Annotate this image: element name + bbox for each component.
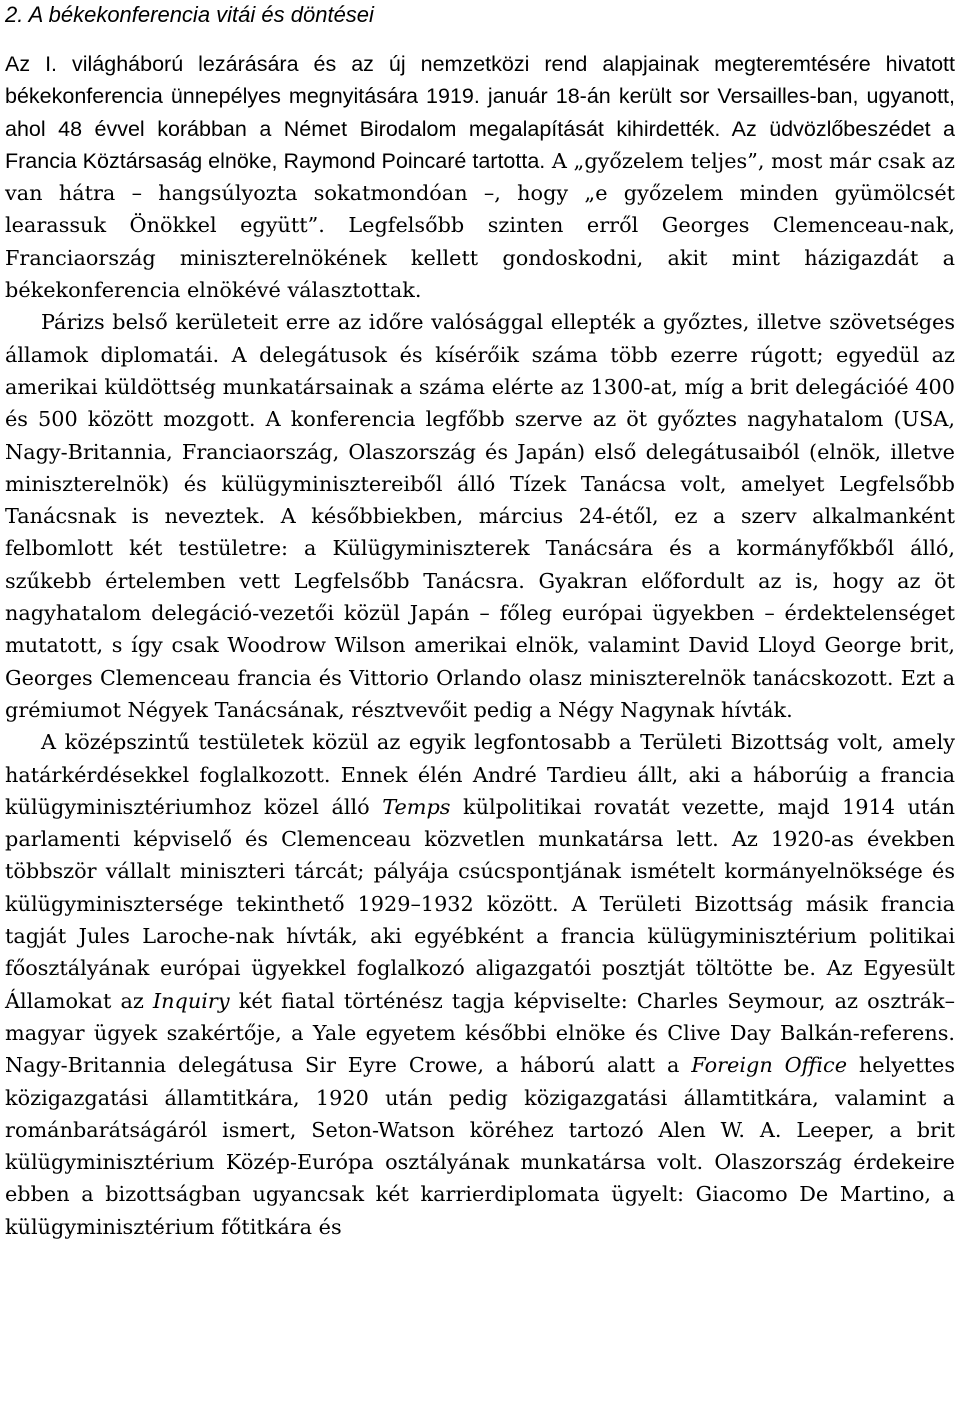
paragraph-3	[5, 726, 955, 1243]
document-page	[5, 0, 955, 1243]
chapter-header: 2. A békekonferencia vitái és döntései	[5, 2, 374, 27]
temps-title: Temps	[382, 794, 451, 819]
paragraph-1	[5, 48, 955, 306]
paragraph-3-part-a: A középszintű testületek közül az egyik legfontosabb a Területi Bizottság volt, amely határkérdésekkel foglalkozott. Ennek élén André Tardieu állt, aki a háborúig a francia külügyminisztériumhoz közel álló	[5, 730, 955, 819]
paragraph-1-serif-text: A „győzelem teljes”, most már csak az van hátra – hangsúlyozta sokatmondóan –, hogy „e győzelem minden gyümölcsét learassuk Önökkel együtt”. Legfelsőbb szinten erről Georges Clemenceau-nak, Franciaország miniszterelnökének kellett gondoskodni, akit mint házigazdát a békekonferencia elnökévé választottak.	[5, 148, 955, 303]
paragraph-3-part-c: két fiatal történész tagja képviselte: Charles Seymour, az osztrák–magyar ügyek szakértője, a Yale egyetem későbbi elnöke és Clive Day Balkán-referens. Nagy-Britannia delegátusa Sir Eyre Crowe, a háború alatt a	[5, 988, 955, 1078]
paragraph-3-part-d: helyettes közigazgatási államtitkára, 1920 után pedig közigazgatási államtitkára, valamint a románbarátságáról ismert, Seton-Watson köréhez tartozó Alen W. A. Leeper, a brit külügyminisztérium Közép-Európa osztályának munkatársa volt. Olaszország érdekeire ebben a bizottságban ugyancsak két karrierdiplomata ügyelt: Giacomo De Martino, a külügyminisztérium főtitkára és	[5, 1053, 955, 1239]
inquiry-title: Inquiry	[152, 988, 230, 1013]
paragraph-3-part-b: külpolitikai rovatát vezette, majd 1914 után parlamenti képviselő és Clemenceau közvetlen munkatársa lett. Az 1920-as években többször vállalt miniszteri tárcát; pályája csúcspontjának ismételt kormányelnöksége és külügyminisztersége tekinthető 1929–1932 között. A Területi Bizottság másik francia tagját Jules Laroche-nak hívták, aki egyébként a francia külügyminisztérium politikai főosztályának európai ügyekkel foglalkozó aligazgatói posztját töltötte be. Az Egyesült Államokat az	[5, 794, 955, 1013]
paragraph-2: Párizs belső kerületeit erre az időre valósággal ellepték a győztes, illetve szövetséges államok diplomatái. A delegátusok és kísérőik száma több ezerre rúgott; egyedül az amerikai küldöttség munkatársainak a száma elérte az 1300-at, míg a brit delegációé 400 és 500 között mozgott. A konferencia legfőbb szerve az öt győztes nagyhatalom (USA, Nagy-Britannia, Franciaország, Olaszország és Japán) első delegátusaiból (elnök, illetve miniszterelnök) és külügyminisztereiből álló Tízek Tanácsa volt, amelyet Legfelsőbb Tanácsnak is neveztek. A későbbiekben, március 24-étől, ez a szerv alkalmanként felbomlott két testületre: a Külügyminiszterek Tanácsára és a kormányfőkből álló, szűkebb értelemben vett Legfelsőbb Tanácsra. Gyakran előfordult az is, hogy az öt nagyhatalom delegáció-vezetői közül Japán – főleg európai ügyekben – érdektelenséget mutatott, s így csak Woodrow Wilson amerikai elnök, valamint David Lloyd George brit, Georges Clemenceau francia és Vittorio Orlando olasz miniszterelnök tanácskozott. Ezt a grémiumot Négyek Tanácsának, résztvevőit pedig a Négy Nagynak hívták.	[5, 310, 955, 722]
paragraph-1-sans-text: Az I. világháború lezárására és az új nemzetközi rend alapjainak megteremtésére hivatott békekonferencia ünnepélyes megnyitására 1919. január 18-án került sor Versailles-ban, ugyanott, ahol 48 évvel korábban a Német Birodalom megalapítását kihirdették. Az üdvözlőbeszédet a Francia Köztársaság elnöke, Raymond Poincaré tartotta.	[5, 52, 955, 173]
foreign-office-title: Foreign Office	[691, 1053, 847, 1078]
